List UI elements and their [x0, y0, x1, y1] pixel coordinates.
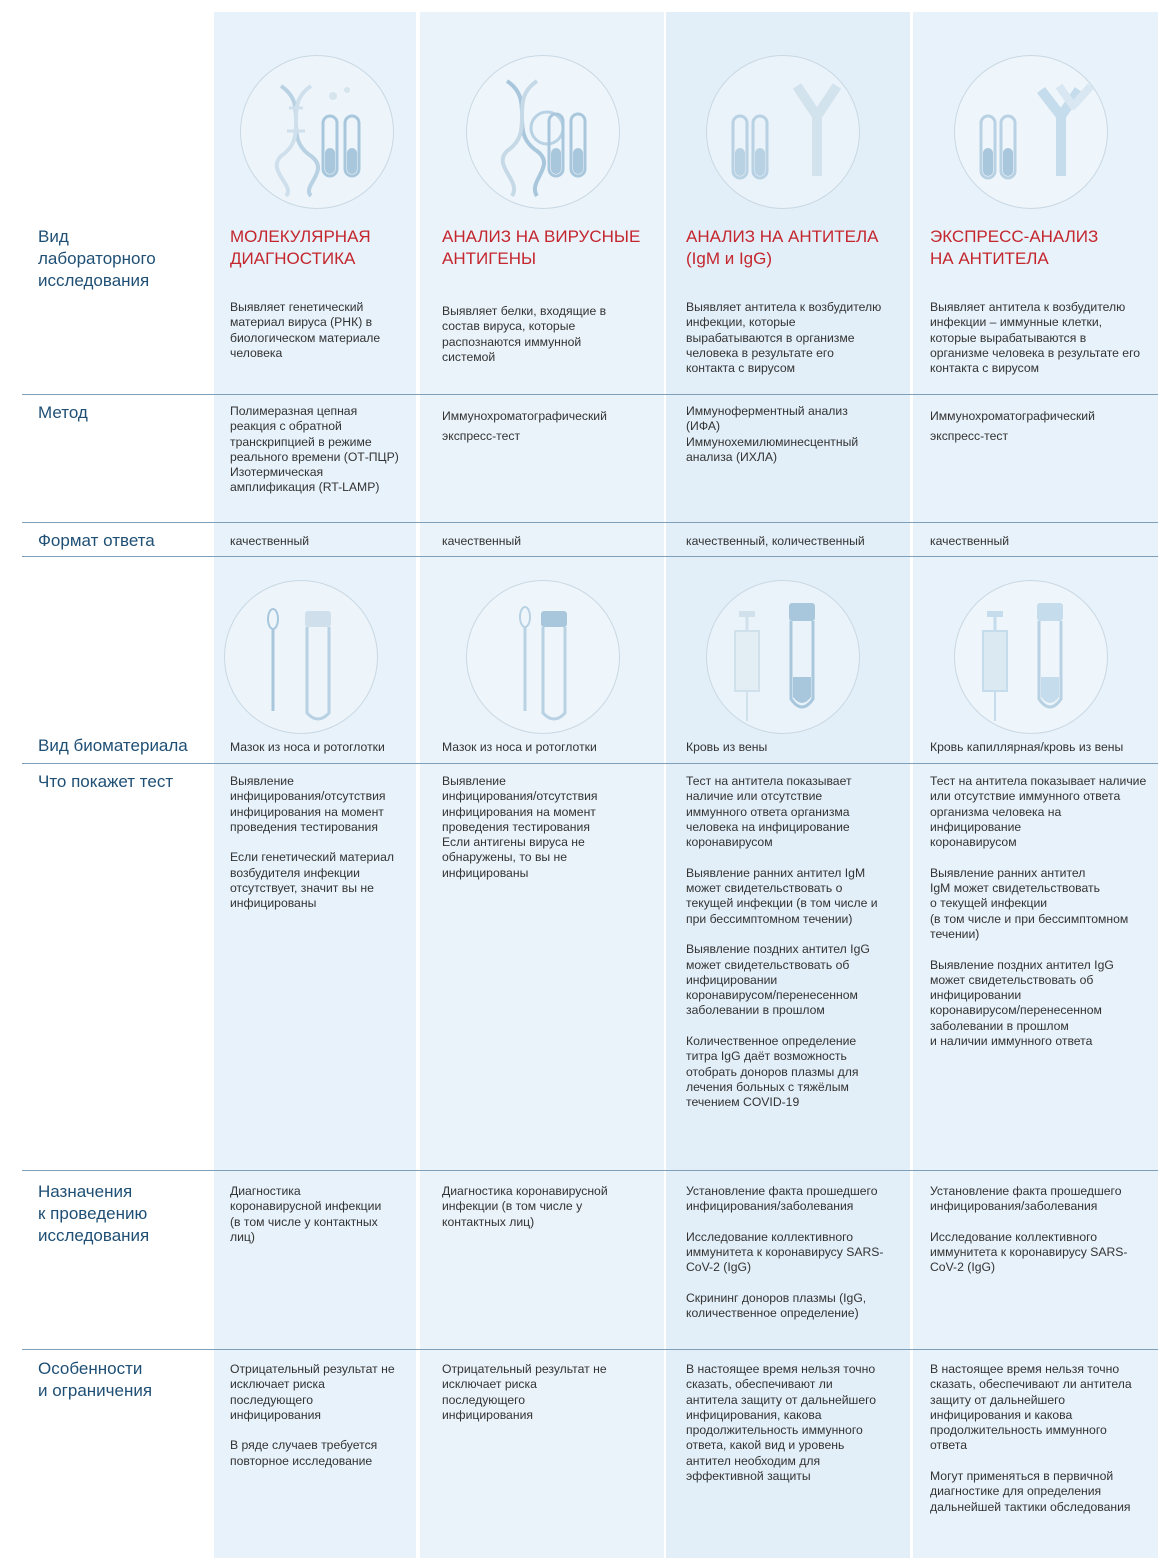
- column-title: АНАЛИЗ НА ВИРУСНЫЕ АНТИГЕНЫ: [442, 227, 641, 268]
- type-description: Выявляет генетический материал вируса (РНК) в биологическом материале человека: [230, 300, 381, 360]
- row-divider: [22, 394, 1158, 395]
- method-text: Иммунохроматографический экспресс-тест: [442, 409, 607, 443]
- method-text: Иммуноферментный анализ (ИФА) Иммунохемилюминесцентный анализа (ИХЛА): [686, 404, 859, 464]
- virus-dna-test-tubes-icon: [466, 55, 620, 209]
- biomaterial-text: Кровь из вены: [686, 740, 768, 754]
- column-title: АНАЛИЗ НА АНТИТЕЛА (IgM и IgG): [686, 227, 879, 268]
- limits-text: В настоящее время нельзя точно сказать, обеспечивают ли антитела защиту от дальнейшего инфицирования, какова продолжительность иммунного ответа, какой вид и уровень антител необходим для эффективной защиты: [686, 1362, 877, 1484]
- purpose-text: Диагностика коронавирусной инфекции (в том числе у контактных лиц): [230, 1184, 382, 1244]
- limits-text: В настоящее время нельзя точно сказать, обеспечивают ли антитела защиту от дальнейшего инфицирования и какова продолжительность иммунного ответа Могут применяться в первичной диагностике для определения дальнейшей тактики обследования: [930, 1362, 1132, 1514]
- column-title: ЭКСПРЕСС-АНАЛИЗ НА АНТИТЕЛА: [930, 227, 1099, 268]
- row-label-limits: Особенности и ограничения: [38, 1359, 153, 1400]
- shows-text: Выявление инфицирования/отсутствия инфицирования на момент проведения тестирования Если генетический материал возбудителя инфекции отсутствует, значит вы не инфицированы: [230, 774, 394, 911]
- purpose-text: Диагностика коронавирусной инфекции (в том числе у контактных лиц): [442, 1184, 608, 1229]
- biomaterial-text: Мазок из носа и ротоглотки: [230, 740, 385, 754]
- swab-tube-icon: [466, 580, 620, 734]
- format-text: качественный: [930, 534, 1010, 548]
- row-divider: [22, 1349, 1158, 1350]
- row-label-format: Формат ответа: [38, 531, 155, 550]
- method-text: Иммунохроматографический экспресс-тест: [930, 409, 1095, 443]
- row-label-type: Вид лабораторного исследования: [38, 227, 156, 290]
- antibody-test-tubes-icon: [954, 55, 1108, 209]
- row-label-biomaterial: Вид биоматериала: [38, 736, 188, 755]
- format-text: качественный: [442, 534, 522, 548]
- format-text: качественный: [230, 534, 310, 548]
- type-description: Выявляет антитела к возбудителю инфекции – иммунные клетки, которые вырабатываются в организме человека в результате его контакта с вирусом: [930, 300, 1141, 376]
- row-label-method: Метод: [38, 403, 88, 422]
- limits-text: Отрицательный результат не исключает риска последующего инфицирования В ряде случаев требуется повторное исследование: [230, 1362, 395, 1468]
- shows-text: Тест на антитела показывает наличие или отсутствие иммунного ответа организма человека на инфицирование коронавирусом Выявление ранних антител IgM может свидетельствовать о текущей инфекции (в том числе и при бессимптомном течении) Выявление поздних антител IgG может свидетельствовать об инфицировании коронавирусом/перенесенном заболевании в прошлом Количественное определение титра IgG даёт возможность отобрать доноров плазмы для лечения больных с тяжёлым течением COVID-19: [686, 774, 878, 1110]
- type-description: Выявляет белки, входящие в состав вируса, которые распознаются иммунной системой: [442, 304, 607, 364]
- swab-tube-icon: [224, 580, 378, 734]
- row-divider: [22, 1170, 1158, 1171]
- row-divider: [22, 522, 1158, 523]
- column-title: МОЛЕКУЛЯРНАЯ ДИАГНОСТИКА: [230, 227, 371, 268]
- syringe-tube-icon: [954, 580, 1108, 734]
- biomaterial-text: Мазок из носа и ротоглотки: [442, 740, 597, 754]
- row-divider: [22, 556, 1158, 557]
- biomaterial-text: Кровь капиллярная/кровь из вены: [930, 740, 1124, 754]
- row-label-purpose: Назначения к проведению исследования: [38, 1182, 150, 1245]
- dna-test-tubes-icon: [240, 55, 394, 209]
- method-text: Полимеразная цепная реакция с обратной транскрипцией в режиме реального времени (ОТ-ПЦР) Изотермическая амплификация (RT-LAMP): [230, 404, 399, 495]
- format-text: качественный, количественный: [686, 534, 865, 548]
- shows-text: Тест на антитела показывает наличие или отсутствие иммунного ответа организма человека на инфицирование коронавирусом Выявление ранних антител IgM может свидетельствовать о текущей инфекции (в том числе и при бессимптомном течении) Выявление поздних антител IgG может свидетельствовать об инфицировании коронавирусом/перенесенном заболевании в прошлом и наличии иммунного ответа: [930, 774, 1147, 1049]
- purpose-text: Установление факта прошедшего инфицирования/заболевания Исследование коллективного иммунитета к коронавирусу SARS- CoV-2 (IgG): [930, 1184, 1128, 1275]
- purpose-text: Установление факта прошедшего инфицирования/заболевания Исследование коллективного иммунитета к коронавирусу SARS- CoV-2 (IgG) Скрининг доноров плазмы (IgG, количественное определение): [686, 1184, 884, 1321]
- row-label-shows: Что покажет тест: [38, 772, 174, 791]
- antibody-test-tubes-icon: [706, 55, 860, 209]
- syringe-tube-icon: [706, 580, 860, 734]
- row-divider: [22, 763, 1158, 764]
- shows-text: Выявление инфицирования/отсутствия инфицирования на момент проведения тестирования Если антигены вируса не обнаружены, то вы не инфицированы: [442, 774, 598, 880]
- limits-text: Отрицательный результат не исключает риска последующего инфицирования: [442, 1362, 607, 1422]
- type-description: Выявляет антитела к возбудителю инфекции, которые вырабатываются в организме человека в результате его контакта с вирусом: [686, 300, 882, 376]
